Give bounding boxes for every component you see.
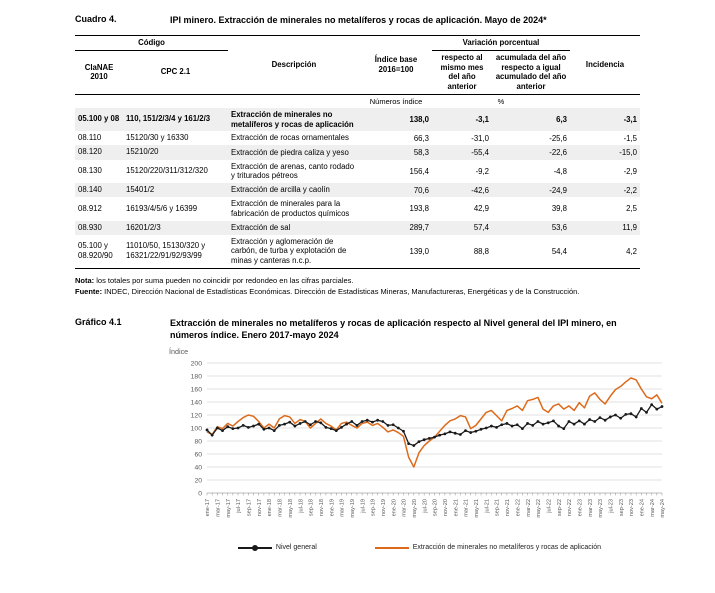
svg-text:mar-21: mar-21 — [463, 499, 470, 517]
table-row — [75, 197, 640, 220]
cell-cpc: 15210/20 — [126, 147, 159, 157]
svg-text:ene-23: ene-23 — [577, 499, 584, 517]
svg-text:180: 180 — [190, 373, 202, 381]
svg-text:ene-17: ene-17 — [205, 499, 212, 517]
svg-text:sep-22: sep-22 — [556, 499, 563, 517]
table-row — [75, 131, 640, 145]
header-codigo-group: Código — [75, 36, 228, 51]
svg-text:80: 80 — [194, 438, 202, 446]
cell-incidencia: -15,0 — [619, 147, 637, 157]
cell-clanae: 08.930 — [78, 222, 102, 232]
svg-text:160: 160 — [190, 386, 202, 394]
legend-item-nivel-general — [238, 544, 317, 551]
fuente-text: INDEC, Dirección Nacional de Estadísticas Económicas. Dirección de Estadísticas Mineras, Manufactureras, Energéticas y de la Construcción. — [102, 287, 580, 297]
svg-text:nov-21: nov-21 — [505, 499, 512, 517]
cell-clanae: 08.140 — [78, 185, 102, 194]
line-chart — [167, 357, 687, 540]
svg-text:nov-17: nov-17 — [256, 499, 263, 517]
table-header — [75, 36, 640, 95]
cell-indice: 58,3 — [413, 147, 429, 157]
cell-cpc: 16193/4/5/6 y 16399 — [126, 203, 198, 213]
units-row — [75, 94, 640, 108]
svg-text:sep-20: sep-20 — [432, 499, 439, 517]
cell-acumulada: 39,8 — [551, 204, 567, 214]
cell-acumulada: -24,9 — [549, 185, 567, 195]
chart-legend — [167, 544, 672, 551]
cell-descripcion: Extracción de sal — [231, 222, 291, 232]
cell-acumulada: -22,6 — [549, 147, 567, 157]
svg-text:jul-17: jul-17 — [236, 499, 243, 513]
cell-clanae: 05.100 y 08.920/90 — [78, 241, 113, 261]
table-row — [75, 145, 640, 159]
svg-text:sep-17: sep-17 — [246, 499, 253, 517]
svg-text:jul-21: jul-21 — [484, 499, 491, 513]
table-row — [75, 160, 640, 183]
cell-clanae: 05.100 y 08 — [78, 114, 120, 124]
header-clanae: ClaNAE 2010 — [84, 62, 114, 82]
chart-title: Extracción de minerales no metalíferos y rocas de aplicación respecto al Nivel general del IPI minero, en números índice. Enero 2017-mayo 2024 — [170, 317, 617, 341]
svg-text:mar-19: mar-19 — [339, 499, 346, 517]
cell-cpc: 15120/220/311/312/320 — [126, 166, 208, 176]
svg-text:may-21: may-21 — [474, 499, 481, 518]
cell-incidencia: -3,1 — [623, 115, 637, 125]
svg-text:ene-21: ene-21 — [453, 499, 460, 517]
table-row — [75, 108, 640, 131]
svg-text:40: 40 — [194, 464, 202, 472]
svg-text:120: 120 — [190, 412, 202, 420]
svg-text:ene-22: ene-22 — [515, 499, 522, 517]
cell-respecto: -9,2 — [475, 166, 489, 176]
cell-descripcion: Extracción de rocas ornamentales — [231, 133, 349, 143]
ipi-minero-table — [75, 35, 640, 269]
nota — [75, 276, 667, 287]
cell-clanae: 08.912 — [78, 203, 102, 213]
cell-incidencia: 11,9 — [622, 223, 637, 233]
svg-text:nov-19: nov-19 — [380, 499, 387, 517]
cell-indice: 66,3 — [413, 133, 429, 143]
table-row — [75, 183, 640, 197]
svg-text:ene-24: ene-24 — [639, 499, 646, 517]
cell-clanae: 08.130 — [78, 166, 102, 176]
legend-item-extraccion — [375, 544, 601, 551]
cell-cpc: 16201/2/3 — [126, 222, 161, 232]
cell-acumulada: 6,3 — [556, 115, 567, 125]
svg-text:mar-22: mar-22 — [525, 499, 532, 517]
cell-clanae: 08.110 — [78, 133, 102, 143]
cell-incidencia: 4,2 — [626, 246, 637, 256]
svg-text:jul-23: jul-23 — [608, 499, 615, 513]
cell-cpc: 110, 151/2/3/4 y 161/2/3 — [126, 114, 211, 124]
svg-text:may-17: may-17 — [225, 499, 232, 518]
cell-descripcion: Extracción de piedra caliza y yeso — [231, 147, 349, 157]
svg-text:sep-21: sep-21 — [494, 499, 501, 517]
svg-text:may-18: may-18 — [287, 499, 294, 518]
cell-descripcion: Extracción de minerales para la fabricación de productos químicos — [231, 199, 350, 218]
svg-text:0: 0 — [198, 490, 202, 498]
svg-text:mar-18: mar-18 — [277, 499, 284, 517]
y-axis-title: Índice — [169, 347, 189, 357]
table-number: Cuadro 4. — [75, 14, 117, 24]
svg-text:ene-18: ene-18 — [267, 499, 274, 517]
table-row — [75, 221, 640, 235]
cell-respecto: -31,0 — [471, 133, 489, 143]
cell-acumulada: -25,6 — [549, 133, 567, 143]
svg-text:jul-20: jul-20 — [422, 499, 429, 513]
svg-text:mar-23: mar-23 — [587, 499, 594, 517]
cell-respecto: 57,4 — [473, 223, 489, 233]
svg-text:ene-20: ene-20 — [391, 499, 398, 517]
cell-cpc: 11010/50, 15130/320 y 16321/22/91/92/93/99 — [126, 241, 206, 261]
units-pct: % — [497, 96, 505, 106]
cell-indice: 138,0 — [409, 115, 429, 125]
svg-text:60: 60 — [194, 451, 202, 459]
svg-text:jul-22: jul-22 — [546, 499, 553, 513]
nota-label: Nota: — [75, 275, 95, 285]
table-title: IPI minero. Extracción de minerales no metalíferos y rocas de aplicación. Mayo de 2024* — [170, 15, 547, 25]
cell-indice: 289,7 — [409, 223, 429, 233]
cell-incidencia: -1,5 — [623, 133, 637, 143]
chart-block — [167, 347, 687, 551]
table-row — [75, 235, 640, 269]
nota-text: los totales por suma pueden no coincidir por redondeo en las cifras parciales. — [94, 275, 354, 285]
header-variacion-group: Variación porcentual — [432, 36, 570, 51]
table-heading — [75, 14, 667, 26]
extraccion-line-icon — [375, 547, 409, 549]
svg-text:mar-24: mar-24 — [649, 499, 656, 517]
svg-text:jul-19: jul-19 — [360, 499, 367, 513]
cell-indice: 70,6 — [413, 185, 429, 195]
cell-acumulada: 54,4 — [551, 246, 567, 256]
svg-text:20: 20 — [194, 477, 202, 485]
cell-acumulada: 53,6 — [551, 223, 567, 233]
cell-incidencia: -2,2 — [623, 185, 637, 195]
svg-text:nov-23: nov-23 — [629, 499, 636, 517]
units-indice: Números índice — [369, 96, 423, 106]
svg-text:ene-19: ene-19 — [329, 499, 336, 517]
svg-text:mar-17: mar-17 — [215, 499, 222, 517]
cell-cpc: 15120/30 y 16330 — [126, 133, 189, 143]
svg-text:100: 100 — [190, 425, 202, 433]
svg-text:sep-23: sep-23 — [618, 499, 625, 517]
chart-number: Gráfico 4.1 — [75, 316, 122, 327]
cell-incidencia: -2,9 — [623, 166, 637, 176]
fuente-label: Fuente: — [75, 287, 103, 297]
svg-text:200: 200 — [190, 360, 202, 368]
header-respecto: respecto al mismo mes del año anterior — [440, 52, 484, 92]
chart-heading — [75, 317, 667, 341]
cell-descripcion: Extracción de arcilla y caolín — [231, 185, 330, 195]
svg-text:nov-18: nov-18 — [318, 499, 325, 517]
cell-respecto: -3,1 — [475, 115, 489, 125]
cell-respecto: 88,8 — [473, 246, 489, 256]
header-descripcion: Descripción — [271, 60, 317, 70]
table-body — [75, 94, 640, 268]
cell-indice: 139,0 — [409, 246, 429, 256]
fuente — [75, 287, 667, 298]
header-incidencia: Incidencia — [585, 60, 625, 70]
header-indice-base: Índice base 2016=100 — [374, 55, 418, 74]
svg-text:may-23: may-23 — [598, 499, 605, 518]
legend-label-nivel-general: Nivel general — [275, 544, 317, 552]
nivel-general-line-icon — [238, 547, 272, 549]
svg-text:mar-20: mar-20 — [401, 499, 408, 517]
cell-incidencia: 2,5 — [626, 204, 637, 214]
header-cpc: CPC 2.1 — [160, 67, 191, 77]
svg-text:may-24: may-24 — [660, 499, 667, 518]
cell-respecto: -55,4 — [471, 147, 489, 157]
svg-text:nov-20: nov-20 — [443, 499, 450, 517]
cell-indice: 156,4 — [409, 166, 429, 176]
svg-text:sep-18: sep-18 — [308, 499, 315, 517]
cell-descripcion: Extracción de arenas, canto rodado y triturados pétreos — [231, 161, 355, 181]
cell-respecto: -42,6 — [471, 185, 489, 195]
svg-text:may-20: may-20 — [412, 499, 419, 518]
svg-text:nov-22: nov-22 — [567, 499, 574, 517]
svg-text:may-19: may-19 — [349, 499, 356, 518]
cell-respecto: 42,9 — [473, 204, 489, 214]
legend-label-extraccion: Extracción de minerales no metalíferos y rocas de aplicación — [412, 544, 602, 552]
cell-descripcion: Extracción y aglomeración de carbón, de turba y explotación de minas y canteras n.c.p. — [231, 236, 347, 266]
header-acumulada: acumulada del año respecto a igual acumulado del año anterior — [495, 52, 567, 92]
cell-acumulada: -4,8 — [553, 166, 567, 176]
cell-cpc: 15401/2 — [126, 185, 155, 194]
svg-text:may-22: may-22 — [536, 499, 543, 518]
svg-text:jul-18: jul-18 — [298, 499, 305, 513]
cell-indice: 193,8 — [409, 204, 429, 214]
cell-descripcion: Extracción de minerales no metalíferos y rocas de aplicación — [231, 109, 354, 129]
cell-clanae: 08.120 — [78, 147, 102, 157]
svg-text:sep-19: sep-19 — [370, 499, 377, 517]
svg-text:140: 140 — [190, 399, 202, 407]
